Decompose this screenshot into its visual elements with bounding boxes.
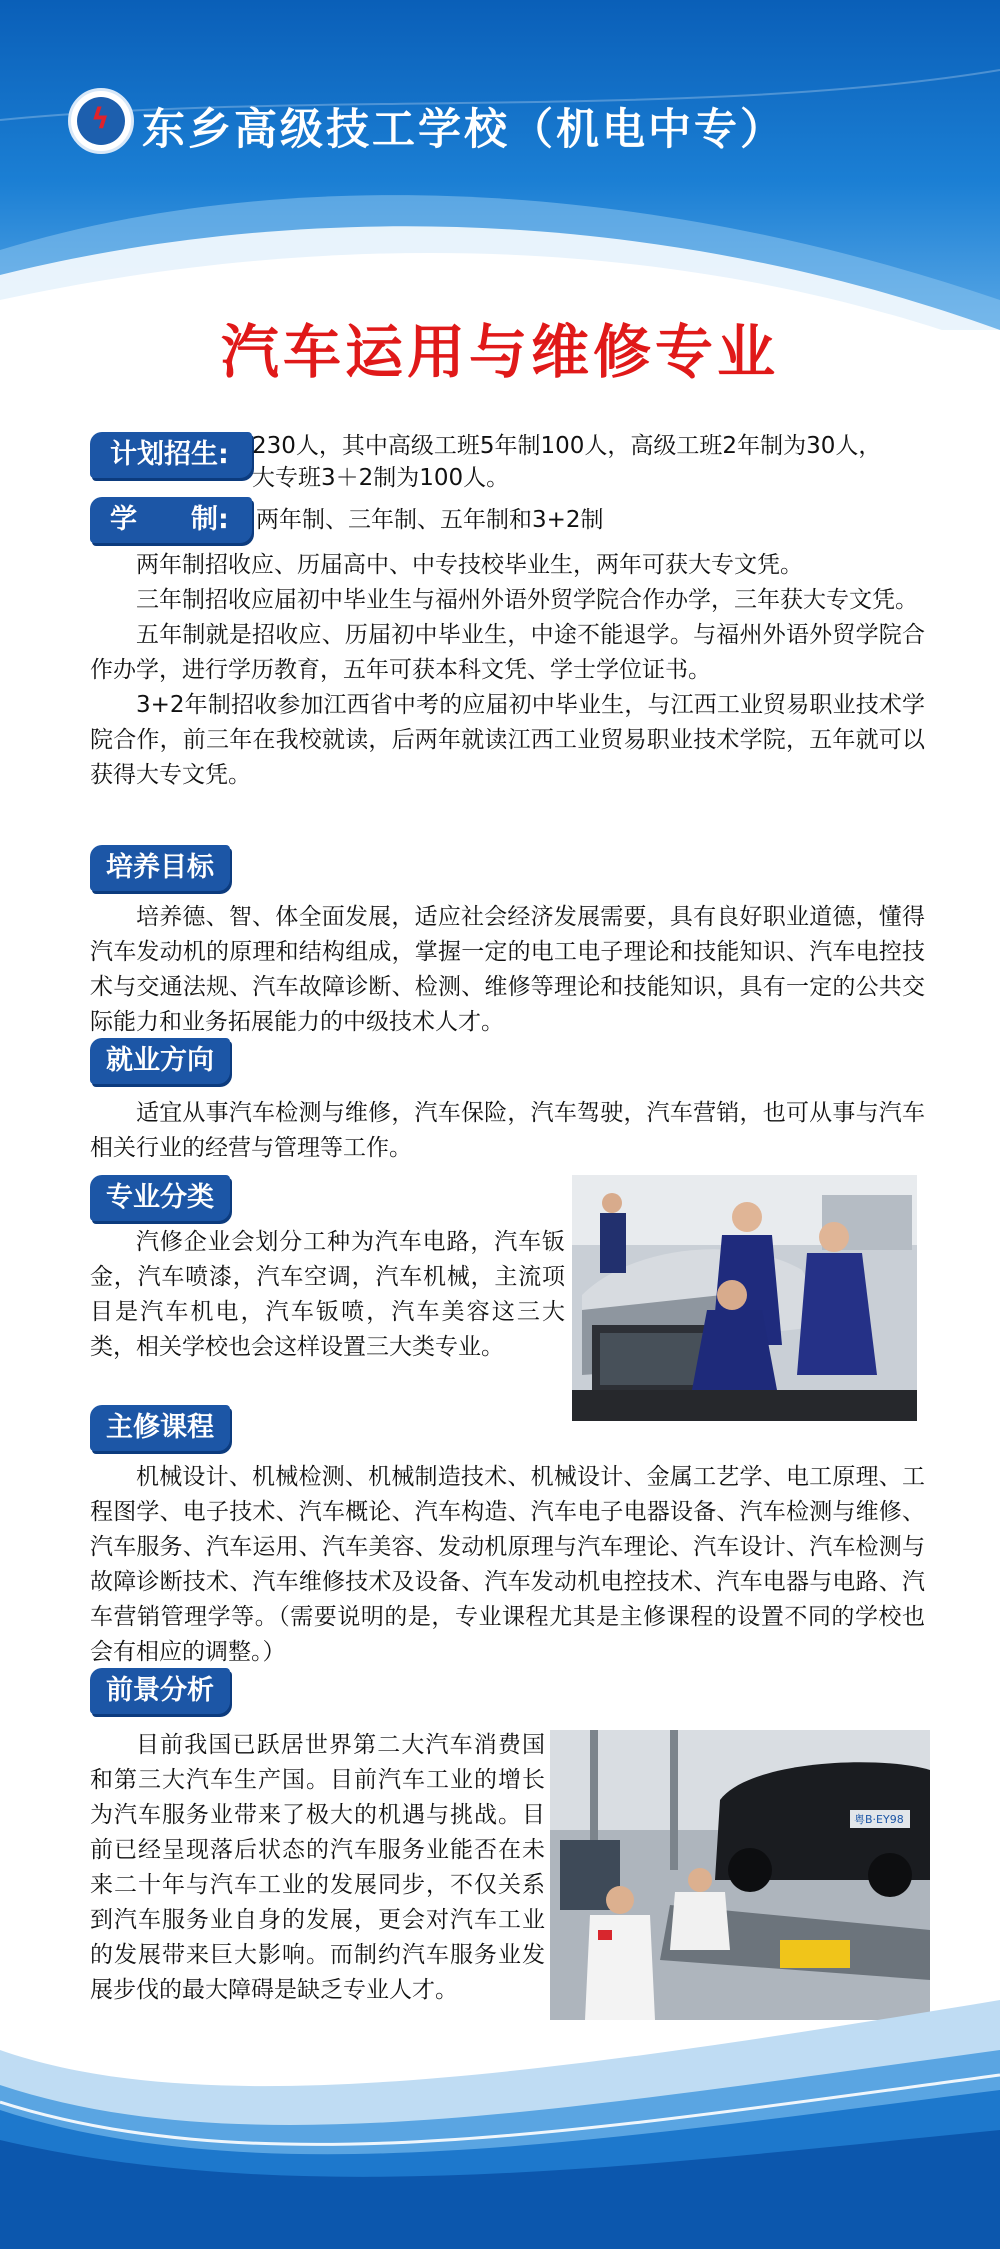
enrollment-line-1: 230人，其中高级工班5年制100人，高级工班2年制为30人， — [252, 433, 882, 459]
employment-label: 就业方向 — [90, 1038, 230, 1084]
system-label: 学 制: — [90, 497, 252, 543]
courses-text: 机械设计、机械检测、机械制造技术、机械设计、金属工艺学、电工原理、工程图学、电子技术、汽车概论、汽车构造、汽车电子电器设备、汽车检测与维修、汽车服务、汽车运用、汽车美容、发动机原理与汽车理论、汽车设计、汽车检测与故障诊断技术、汽车维修技术及设备、汽车发动机电控技术、汽车电器与电路、汽车营销管理学等。（需要说明的是，专业课程尤其是主修课程的设置不同的学校也会有相应的调整。） — [90, 1464, 925, 1665]
header-swoosh — [0, 0, 1000, 330]
mechanics-photo — [572, 1175, 917, 1421]
category-text: 汽修企业会划分工种为汽车电路，汽车钣金，汽车喷漆，汽车空调，汽车机械，主流项目是汽车机电，汽车钣喷，汽车美容这三大类，相关学校也会这样设置三大类专业。 — [90, 1229, 565, 1360]
page-title: 汽车运用与维修专业 — [220, 318, 779, 386]
employment-text: 适宜从事汽车检测与维修，汽车保险，汽车驾驶，汽车营销，也可从事与汽车相关行业的经营与管理等工作。 — [90, 1100, 925, 1161]
goal-text: 培养德、智、体全面发展，适应社会经济发展需要，具有良好职业道德，懂得汽车发动机的原理和结构组成，掌握一定的电工电子理论和技能知识、汽车电控技术与交通法规、汽车故障诊断、检测、维修等理论和技能知识，具有一定的公共交际能力和业务拓展能力的中级技术人才。 — [90, 904, 925, 1035]
school-emblem-icon: ϟ — [68, 88, 134, 154]
footer-waves — [0, 1990, 1000, 2249]
system-paragraph-4: 3+2年制招收参加江西省中考的应届初中毕业生，与江西工业贸易职业技术学院合作，前三年在我校就读，后两年就读江西工业贸易职业技术学院，五年就可以获得大专文凭。 — [90, 692, 925, 788]
school-name: 东乡高级技工学校（机电中专） — [142, 105, 786, 155]
prospect-label: 前景分析 — [90, 1668, 230, 1714]
enrollment-label: 计划招生: — [90, 432, 252, 478]
goal-label: 培养目标 — [90, 845, 230, 891]
workshop-photo — [550, 1730, 930, 2020]
system-value: 两年制、三年制、五年制和3+2制 — [256, 507, 604, 533]
category-label: 专业分类 — [90, 1175, 230, 1221]
prospect-text: 目前我国已跃居世界第二大汽车消费国和第三大汽车生产国。目前汽车工业的增长为汽车服务业带来了极大的机遇与挑战。目前已经呈现落后状态的汽车服务业能否在未来二十年与汽车工业的发展同步，不仅关系到汽车服务业自身的发展，更会对汽车工业的发展带来巨大影响。而制约汽车服务业发展步伐的最大障碍是缺乏专业人才。 — [90, 1732, 545, 2003]
system-details — [90, 548, 925, 793]
enrollment-text — [252, 430, 932, 494]
license-plate: 粤B·EY98 — [854, 1813, 904, 1826]
courses-label: 主修课程 — [90, 1405, 230, 1451]
system-paragraph-3: 五年制就是招收应、历届初中毕业生，中途不能退学。与福州外语外贸学院合作办学，进行学历教育，五年可获本科文凭、学士学位证书。 — [90, 622, 925, 683]
header-banner — [0, 0, 1000, 330]
enrollment-line-2: 大专班3＋2制为100人。 — [252, 465, 510, 491]
system-paragraph-1: 两年制招收应、历届高中、中专技校毕业生，两年可获大专文凭。 — [136, 552, 803, 578]
system-paragraph-2: 三年制招收应届初中毕业生与福州外语外贸学院合作办学，三年获大专文凭。 — [136, 587, 918, 613]
